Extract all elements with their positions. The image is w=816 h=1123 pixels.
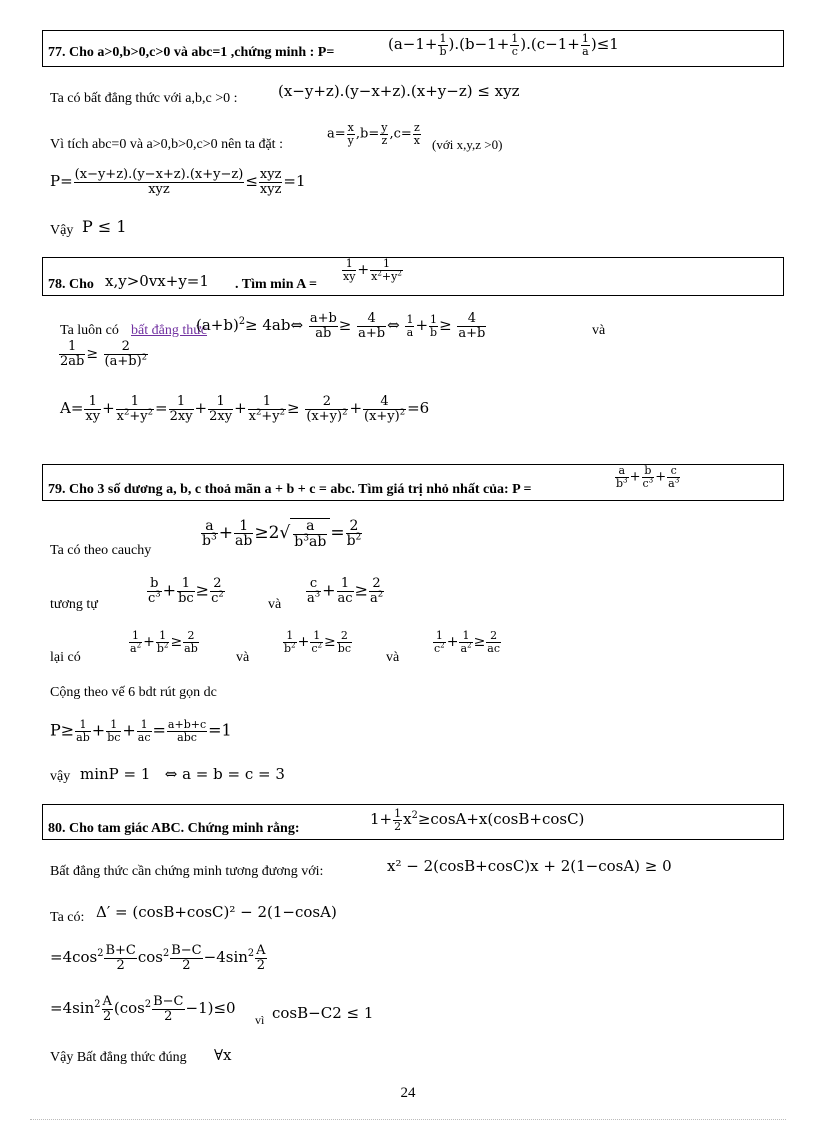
p79-line2-math2: $\frac{c}{a^3}$ + $\frac{1}{ac}$ ≥ $\frac{2}{a^2}$ bbox=[307, 576, 384, 606]
page-bottom-divider bbox=[30, 1119, 786, 1120]
p79-line6-text: vậy bbox=[50, 769, 71, 784]
p79-line3-math1: $\frac{1}{a^2}$ + $\frac{1}{b^2}$ ≥ $\frac{2}{ab}$ bbox=[130, 629, 198, 655]
problem-79-expression: $\frac{a}{b^3}$ + $\frac{b}{c^3}$ + $\frac{c}{a^3}$ bbox=[616, 464, 680, 490]
p80-line2-math: Δ′ = (cosB+cosC)² − 2(1−cosA) bbox=[96, 903, 337, 921]
problem-79-title: 79. Cho 3 số dương a, b, c thoả mãn a + b + c = abc. Tìm giá trị nhỏ nhất của: P = bbox=[48, 482, 532, 497]
p80-line4-tail: cosB−C2 ≤ 1 bbox=[272, 1004, 374, 1022]
p77-line2-text: Vì tích abc=0 và a>0,b>0,c>0 nên ta đặt : bbox=[50, 137, 283, 152]
p78-line1-text: Ta luôn có bbox=[60, 323, 119, 338]
p78-line1-tail: và bbox=[592, 323, 606, 338]
p79-line5-math: P≥ $\frac{1}{ab}$ + $\frac{1}{bc}$ + $\frac{1}{ac}$ = $\frac{a+b+c}{\text{abc}}$ =1 bbox=[50, 718, 232, 744]
p80-line2-text: Ta có: bbox=[50, 910, 85, 925]
p77-line3-math: P= $\frac{(x-y+z).(y-x+z).(x+y-z)}{\text{xyz}}$ ≤ $\frac{\text{xyz}}{\text{xyz}}$ =1 bbox=[50, 167, 306, 197]
p79-line2-math1: $\frac{b}{c^3}$ + $\frac{1}{bc}$ ≥ $\frac{2}{c^2}$ bbox=[148, 576, 224, 606]
problem-80-header-box bbox=[42, 804, 784, 840]
p78-line2-math: $\frac{1}{2ab}$ ≥ $\frac{2}{(a+b)^2}$ bbox=[60, 339, 148, 369]
p77-line1-text: Ta có bất đẳng thức với a,b,c >0 : bbox=[50, 91, 238, 106]
p77-substitution: a= $\frac{x}{y}$ ,b= $\frac{y}{z}$ ,c= $\frac{z}{x}$ bbox=[327, 121, 420, 147]
p77-line1-math: (x−y+z).(y−x+z).(x+y−z) ≤ xyz bbox=[278, 82, 520, 100]
p79-line3-and1: và bbox=[236, 650, 250, 665]
p80-line5-math: ∀x bbox=[214, 1046, 232, 1064]
p80-line4-math: $=4\sin^2$ $\frac{A}{2}$ ($\cos^2$ $\frac{B-C}{2}$ −1)≤0 bbox=[50, 994, 236, 1024]
p79-line3-text: lại có bbox=[50, 650, 81, 665]
p80-line1-math: x² − 2(cosB+cosC)x + 2(1−cosA) ≥ 0 bbox=[387, 857, 672, 875]
problem-78-condition: x,y>0vx+y=1 bbox=[105, 272, 209, 290]
problem-78-title: 78. Cho bbox=[48, 277, 94, 292]
problem-79-header-box bbox=[42, 464, 784, 501]
problem-77-title: 77. Cho a>0,b>0,c>0 và abc=1 ,chứng minh : P= bbox=[48, 45, 335, 60]
p79-line2-text: tương tự bbox=[50, 597, 98, 612]
problem-80-expression: 1+ $\frac{1}{2}$ $x^2\ge\cos A+x(\cos B+\cos C)$ bbox=[370, 807, 585, 833]
p80-line3-math: $=4\cos^2$ $\frac{B+C}{2}$ $\cos^2$ $\frac{B-C}{2}$ $-4\sin^2$ $\frac{A}{2}$ bbox=[50, 943, 266, 973]
problem-77-header-box bbox=[42, 30, 784, 67]
p80-line5-text: Vậy Bất đẳng thức đúng bbox=[50, 1050, 187, 1065]
p78-line1-math: $(a+b)^2\ge$ 4ab⇔ $\frac{a+b}{ab}$ ≥ $\frac{4}{a+b}$ ⇔ $\frac{1}{a}$ + $\frac{1}{b}$ ≥ $\frac{4}{a+b}$ bbox=[196, 311, 486, 341]
problem-78-expression: $\frac{1}{xy}$ + $\frac{1}{x^2+y^2}$ bbox=[343, 257, 402, 283]
p79-line3-math3: $\frac{1}{c^2}$ + $\frac{1}{a^2}$ ≥ $\frac{2}{ac}$ bbox=[434, 629, 501, 655]
p79-line1-math: $\frac{a}{b^3}$ + $\frac{1}{ab}$ ≥2√ $\frac{a}{b^3ab}$ = $\frac{2}{b^2}$ bbox=[202, 517, 362, 550]
problem-77-expression: (a−1+ $\frac{1}{b}$ ).(b−1+ $\frac{1}{c}$ ).(c−1+ $\frac{1}{a}$ )≤1 bbox=[388, 32, 619, 58]
p78-inequality-link[interactable]: bất đẳng thức bbox=[131, 323, 208, 338]
p80-line1-text: Bất đẳng thức cần chứng minh tương đương với: bbox=[50, 864, 324, 879]
p79-line1-text: Ta có theo cauchy bbox=[50, 543, 152, 558]
p78-line3-math: A= $\frac{1}{xy}$ + $\frac{1}{x^2+y^2}$ = $\frac{1}{2xy}$ + $\frac{1}{2xy}$ + $\frac{1}{x^2+y^2}$ ≥ $\frac{2}{(x+y)^2}$ + $\frac{4}{(x+y)^2}$ =6 bbox=[60, 394, 430, 424]
problem-78-title-mid: . Tìm min A = bbox=[235, 277, 318, 292]
page-number: 24 bbox=[400, 1085, 416, 1101]
p80-line4-vi: vì bbox=[255, 1013, 265, 1027]
p79-line4-text: Cộng theo vế 6 bdt rút gọn dc bbox=[50, 685, 217, 700]
p79-line3-math2: $\frac{1}{b^2}$ + $\frac{1}{c^2}$ ≥ $\frac{2}{bc}$ bbox=[284, 629, 351, 655]
p79-line6-math: minP = 1 ⇔ a = b = c = 3 bbox=[80, 765, 285, 783]
p77-line4-math: P ≤ 1 bbox=[82, 217, 127, 236]
p79-line3-and2: và bbox=[386, 650, 400, 665]
p77-line2-tail: (với x,y,z >0) bbox=[432, 137, 503, 152]
problem-80-title: 80. Cho tam giác ABC. Chứng minh rằng: bbox=[48, 821, 300, 836]
p77-line4-text: Vậy bbox=[50, 223, 74, 238]
p79-line2-and: và bbox=[268, 597, 282, 612]
problem-78-header-box bbox=[42, 257, 784, 296]
